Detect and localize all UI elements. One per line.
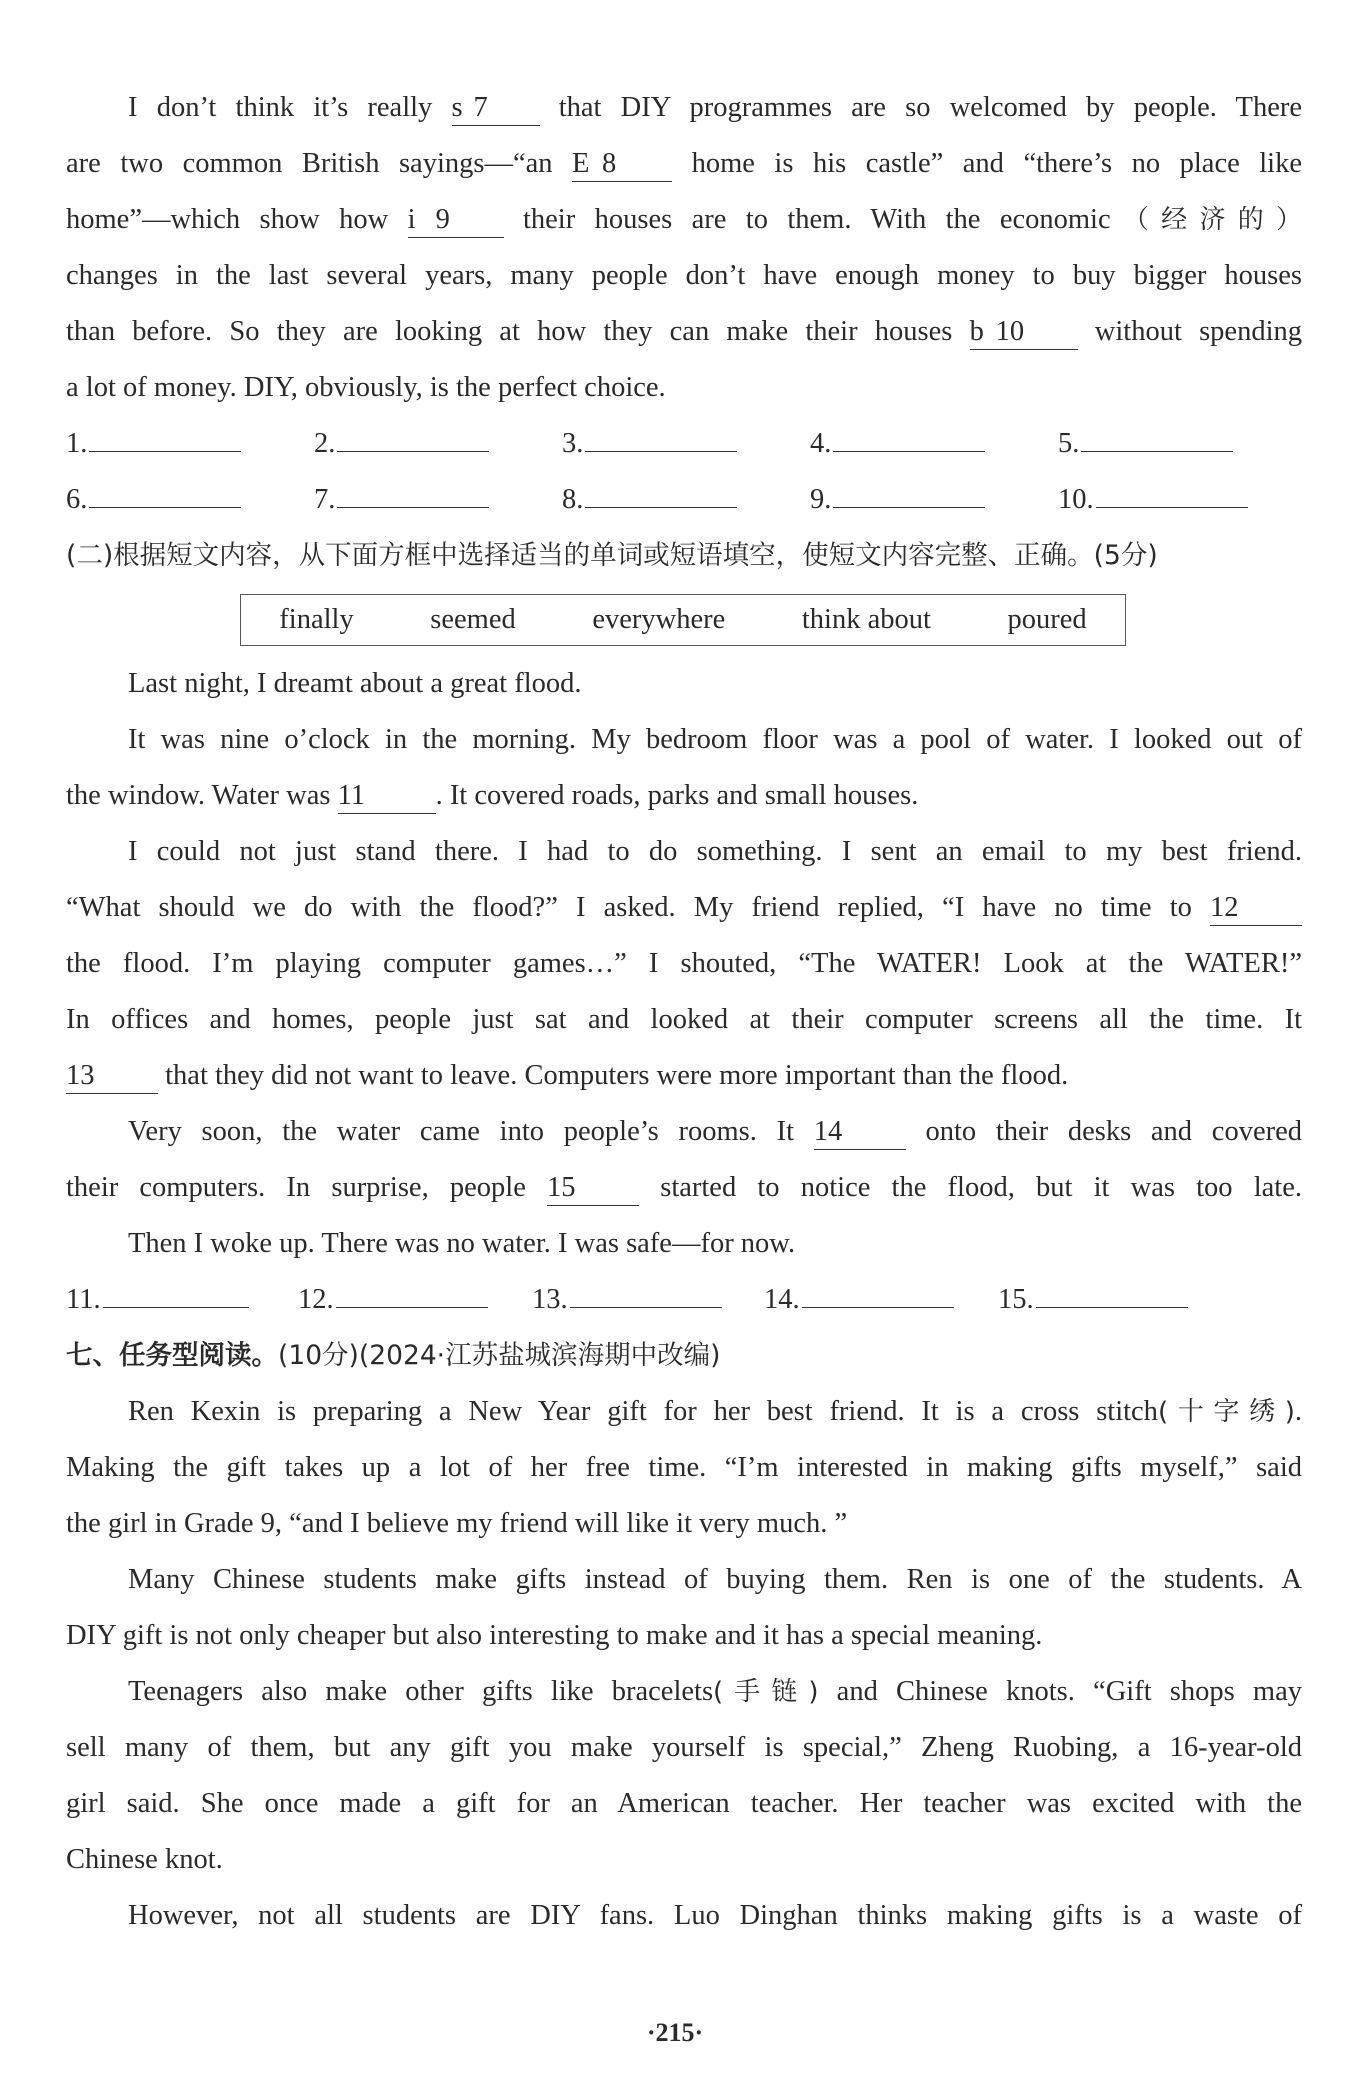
blank-13[interactable]: 13 [66,1059,158,1094]
answer-field[interactable]: 10. [1058,472,1248,528]
passage-line [66,880,1302,936]
answer-field[interactable]: 3. [562,416,737,472]
answer-field[interactable]: 5. [1058,416,1233,472]
passage-line: the flood. I’m playing computer games…” I shouted, “The WATER! Look at the WATER!” [66,948,1302,979]
word-option: seemed [430,604,516,635]
text: . [1294,1396,1302,1427]
answer-field[interactable]: 11. [66,1272,249,1328]
text: without spending [1077,316,1302,347]
passage-line: Many Chinese students make gifts instead of buying them. Ren is one of the students. A [128,1564,1302,1595]
blank-7[interactable]: s 7 [452,91,540,126]
chinese-gloss: (手链) [713,1677,819,1707]
section-heading [66,1328,1302,1384]
text: home”—which show how [66,204,408,235]
passage-line: In offices and homes, people just sat and looked at their computer screens all the time. It [66,1004,1302,1035]
passage-line: Last night, I dreamt about a great flood. [128,668,582,699]
text: started to notice the flood, but it was too late. [639,1172,1302,1203]
text: “What should we do with the flood?” I asked. My friend replied, “I have no time to [66,892,1210,923]
text: and Chinese knots. “Gift shops may [818,1676,1302,1707]
blank-9[interactable]: i 9 [408,203,504,238]
section-instruction: (二)根据短文内容，从下面方框中选择适当的单词或短语填空，使短文内容完整、正确。(5分) [66,540,1158,571]
answer-field[interactable]: 7. [314,472,489,528]
text: their houses are to them. With the economic [503,204,1111,235]
blank-15[interactable]: 15 [547,1171,639,1206]
text: Teenagers also make other gifts like bracelets [128,1676,714,1707]
passage-line [66,80,1302,136]
answer-field[interactable]: 13. [532,1272,722,1328]
text: Very soon, the water came into people’s rooms. It [128,1116,814,1147]
answer-field[interactable]: 8. [562,472,737,528]
text: the window. Water was [66,780,338,811]
answer-row [66,416,1302,472]
answer-field[interactable]: 14. [764,1272,954,1328]
text: onto their desks and covered [905,1116,1302,1147]
text: Ren Kexin is preparing a New Year gift for her best friend. It is a cross stitch [128,1396,1158,1427]
passage-line: changes in the last several years, many people don’t have enough money to buy bigger houses [66,260,1302,291]
passage-line: However, not all students are DIY fans. Luo Dinghan thinks making gifts is a waste of [128,1900,1302,1931]
answer-field[interactable]: 15. [998,1272,1188,1328]
text: are two common British sayings—“an [66,148,573,179]
text: than before. So they are looking at how they can make their houses [66,316,970,347]
word-option: poured [1007,604,1087,635]
answer-field[interactable]: 12. [298,1272,488,1328]
passage-line: sell many of them, but any gift you make yourself is special,” Zheng Ruobing, a 16-year-old [66,1732,1302,1763]
passage-line: DIY gift is not only cheaper but also interesting to make and it has a special meaning. [66,1620,1043,1651]
answer-field[interactable]: 1. [66,416,241,472]
answer-field[interactable]: 2. [314,416,489,472]
passage-line: Chinese knot. [66,1844,223,1875]
passage-line [66,136,1302,192]
passage-line [66,1664,1302,1720]
answer-row [66,1272,1302,1328]
answer-field[interactable]: 9. [810,472,985,528]
blank-8[interactable]: E 8 [572,147,672,182]
passage-line: a lot of money. DIY, obviously, is the perfect choice. [66,372,666,403]
text: that they did not want to leave. Computers were more important than the flood. [158,1060,1069,1091]
passage-line: Then I woke up. There was no water. I was safe—for now. [128,1228,796,1259]
passage-line [66,192,1302,248]
passage-line [66,1384,1302,1440]
text: I don’t think it’s really [128,92,452,123]
passage-line [66,1160,1302,1216]
answer-field[interactable]: 6. [66,472,241,528]
blank-10[interactable]: b 10 [970,315,1078,350]
blank-12[interactable]: 12 [1210,891,1302,926]
blank-11[interactable]: 11 [338,779,436,814]
answer-row [66,472,1302,528]
section-title: 七、任务型阅读。 [66,1340,278,1371]
passage-line [66,1104,1302,1160]
word-option: finally [279,604,354,635]
passage-line [66,1048,1302,1104]
passage-line: girl said. She once made a gift for an American teacher. Her teacher was excited with the [66,1788,1302,1819]
section-meta: (10分)(2024·江苏盐城滨海期中改编) [278,1340,721,1371]
passage-line [66,768,1302,824]
answer-field[interactable]: 4. [810,416,985,472]
page-number: ·215· [646,2018,704,2047]
word-box [240,594,1126,646]
passage-line [66,304,1302,360]
passage-line: It was nine o’clock in the morning. My bedroom floor was a pool of water. I looked out of [128,724,1302,755]
text: that DIY programmes are so welcomed by people. There [539,92,1302,123]
text: . It covered roads, parks and small houses. [435,780,919,811]
passage-line: I could not just stand there. I had to do something. I sent an email to my best friend. [128,836,1302,867]
passage-line: Making the gift takes up a lot of her free time. “I’m interested in making gifts myself,” said [66,1452,1302,1483]
text: home is his castle” and “there’s no place like [672,148,1303,179]
text: their computers. In surprise, people [66,1172,548,1203]
blank-14[interactable]: 14 [814,1115,906,1150]
document-page [66,80,1302,1944]
word-option: think about [801,604,931,635]
chinese-gloss: (十字绣) [1157,1397,1295,1427]
passage-line: the girl in Grade 9, “and I believe my friend will like it very much. ” [66,1508,848,1539]
word-option: everywhere [592,604,726,635]
chinese-gloss: （经济的） [1110,205,1302,235]
